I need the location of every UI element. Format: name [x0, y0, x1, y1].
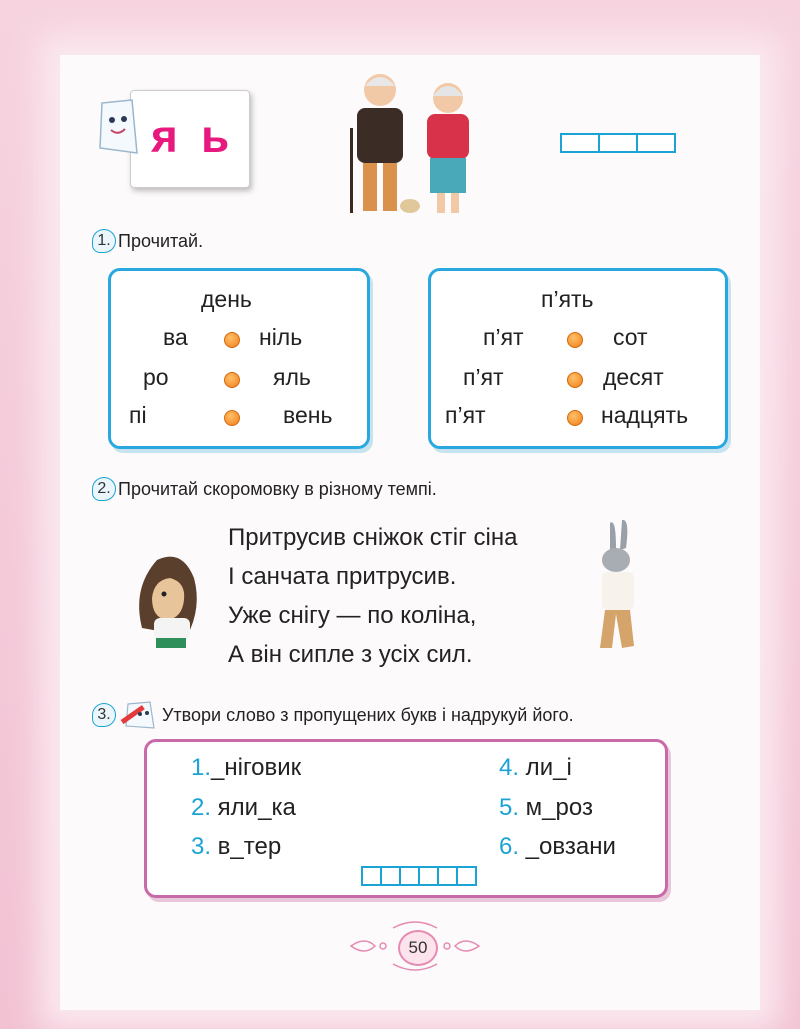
poem-line: А він сипле з усіх сил. — [228, 641, 473, 668]
answer-box[interactable] — [361, 866, 380, 886]
tongue-twister-poem — [228, 518, 517, 674]
answer-box[interactable] — [380, 866, 399, 886]
word-item: 3. в_тер — [191, 833, 282, 860]
task-number: 3. — [92, 703, 116, 727]
joining-dot — [567, 410, 583, 426]
task-instruction: Прочитай скоромовку в різному темпі. — [118, 478, 437, 499]
task2-header — [92, 477, 437, 501]
task-instruction: Прочитай. — [118, 230, 204, 251]
syllable-left: п’ят — [483, 324, 524, 350]
answer-boxes-bottom[interactable] — [361, 866, 477, 886]
page-number: 50 — [398, 930, 438, 966]
answer-box[interactable] — [418, 866, 437, 886]
syllable-right: ніль — [259, 324, 303, 350]
syllable-right: вень — [283, 402, 333, 428]
answer-box[interactable] — [399, 866, 418, 886]
answer-box[interactable] — [456, 866, 477, 886]
pencil-mascot-icon — [118, 700, 160, 730]
grandparents-illustration — [345, 68, 495, 218]
poem-line: Притрусив сніжок стіг сіна — [228, 524, 518, 551]
syllable-right: десят — [603, 364, 664, 390]
syllable-left: п’ят — [445, 402, 486, 428]
paper-mascot-icon — [92, 98, 142, 158]
poem-line: Уже снігу — по коліна, — [228, 602, 477, 629]
letter-soft-sign: ь — [201, 110, 230, 162]
joining-dot — [224, 372, 240, 388]
missing-letters-box — [144, 739, 668, 898]
answer-box[interactable] — [598, 133, 636, 153]
syllable-left: ва — [163, 324, 188, 350]
joining-dot — [567, 332, 583, 348]
box-title: п’ять — [541, 286, 594, 312]
joining-dot — [567, 372, 583, 388]
task1-header — [92, 229, 203, 253]
syllable-left: п’ят — [463, 364, 504, 390]
hedgehog-illustration — [132, 548, 202, 658]
letter-card — [130, 90, 250, 188]
word-item: 1._ніговик — [191, 754, 302, 781]
syllable-box-left — [108, 268, 370, 449]
syllable-right: надцять — [601, 402, 689, 428]
task-number: 1. — [92, 229, 116, 253]
answer-box[interactable] — [437, 866, 456, 886]
joining-dot — [224, 332, 240, 348]
syllable-right: яль — [273, 364, 311, 390]
letter-ya: я — [151, 110, 178, 162]
task-instruction: Утвори слово з пропущених букв і надрукуй його. — [162, 704, 574, 725]
syllable-right: сот — [613, 324, 648, 350]
syllable-left: пі — [129, 402, 147, 428]
word-item: 6. _овзани — [499, 833, 616, 860]
answer-box[interactable] — [636, 133, 676, 153]
word-item: 5. м_роз — [499, 794, 593, 821]
box-title: день — [201, 286, 252, 312]
hare-illustration — [580, 518, 650, 653]
syllable-left: ро — [143, 364, 169, 390]
poem-line: І санчата притрусив. — [228, 563, 457, 590]
task3-header — [92, 700, 574, 730]
word-item: 2. яли_ка — [191, 794, 296, 821]
word-item: 4. ли_і — [499, 754, 572, 781]
answer-boxes-top[interactable] — [560, 133, 676, 153]
answer-box[interactable] — [560, 133, 598, 153]
joining-dot — [224, 410, 240, 426]
task-number: 2. — [92, 477, 116, 501]
syllable-box-right — [428, 268, 728, 449]
